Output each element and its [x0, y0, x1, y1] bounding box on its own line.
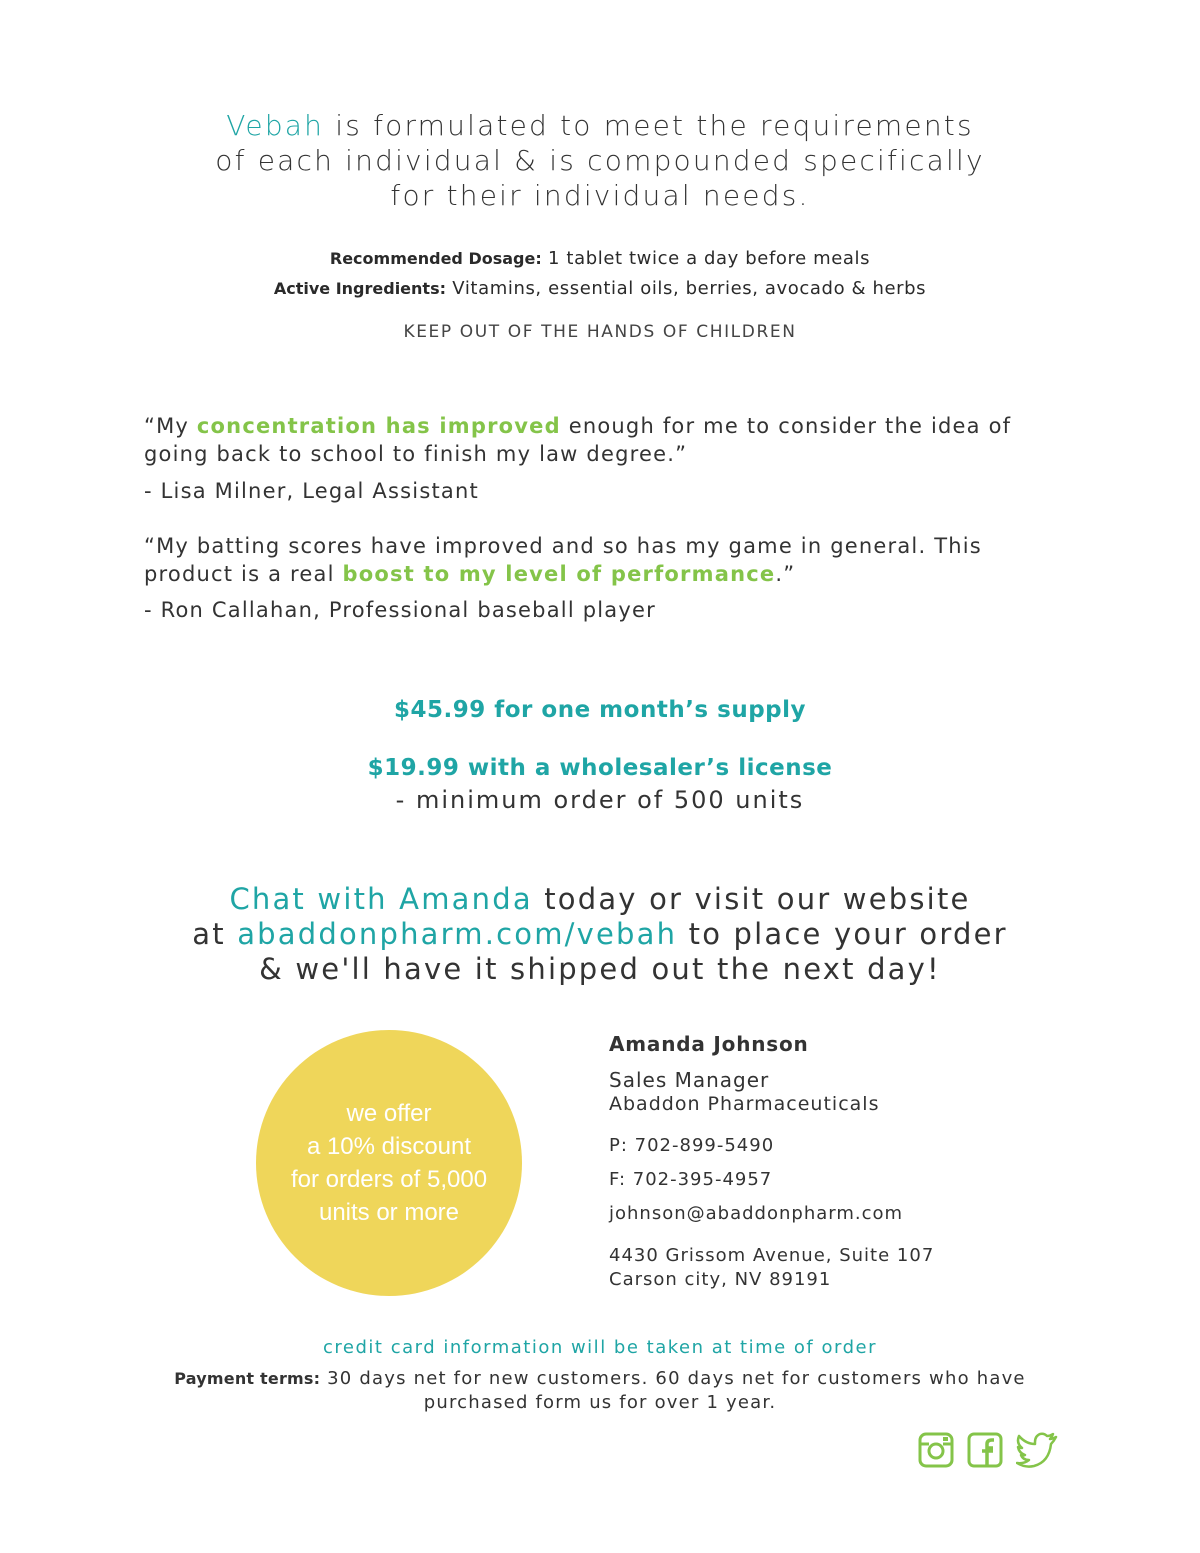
brand-name: Vebah	[226, 109, 325, 142]
twitter-icon[interactable]	[1016, 1432, 1058, 1468]
contact-fax: F: 702-395-4957	[609, 1169, 773, 1190]
cta-line-3: & we'll have it shipped out the next day!	[259, 952, 941, 986]
testimonial-quote: “My batting scores have improved and so has my game in general. This product is a real boost to my level of performance.”	[144, 534, 982, 586]
ingredients-value: Vitamins, essential oils, berries, avocado & herbs	[445, 278, 927, 299]
contact-phone[interactable]: P: 702-899-5490	[609, 1135, 775, 1156]
product-details	[0, 244, 1200, 304]
ingredients-label: Active Ingredients:	[273, 279, 446, 298]
contact-name: Amanda Johnson	[609, 1032, 809, 1056]
quote-highlight: boost to my level of performance	[342, 562, 776, 586]
quote-highlight: concentration has improved	[196, 414, 561, 438]
dosage-label: Recommended Dosage:	[329, 249, 542, 268]
discount-badge	[256, 1030, 522, 1296]
credit-card-note: credit card information will be taken at time of order	[323, 1337, 877, 1358]
contact-address-line-1: 4430 Grissom Avenue, Suite 107	[609, 1245, 935, 1266]
chat-link[interactable]: Chat with Amanda	[229, 882, 533, 916]
payment-terms-label: Payment terms:	[174, 1369, 321, 1388]
website-link[interactable]: abaddonpharm.com/vebah	[237, 917, 678, 951]
discount-text: we offer a 10% discount for orders of 5,000 units or more	[290, 1100, 488, 1226]
ingredients-row	[0, 274, 1200, 304]
call-to-action	[0, 882, 1200, 987]
intro-line-2: of each individual & is compounded specifically	[215, 144, 985, 177]
contact-title: Sales Manager	[609, 1068, 770, 1092]
cta-line-1: Chat with Amanda today or visit our website	[229, 882, 971, 916]
testimonial-quote: “My concentration has improved enough for me to consider the idea of going back to school to finish my law degree.”	[144, 414, 1012, 466]
payment-terms-text: 30 days net for new customers. 60 days net for customers who have purchased form us for over 1 year.	[320, 1368, 1026, 1413]
dosage-row	[0, 244, 1200, 274]
payment-terms	[150, 1367, 1050, 1415]
testimonial-author: - Lisa Milner, Legal Assistant	[144, 479, 479, 503]
monthly-price: $45.99 for one month’s supply	[393, 697, 806, 723]
minimum-order: - minimum order of 500 units	[395, 786, 805, 814]
contact-email[interactable]: johnson@abaddonpharm.com	[609, 1203, 904, 1224]
intro-statement	[0, 108, 1200, 213]
contact-company: Abaddon Pharmaceuticals	[609, 1093, 880, 1115]
wholesale-price: $19.99 with a wholesaler’s license	[367, 755, 833, 781]
facebook-icon[interactable]	[967, 1432, 1003, 1468]
testimonial-author: - Ron Callahan, Professional baseball player	[144, 598, 656, 622]
intro-line-3: for their individual needs.	[390, 179, 810, 212]
instagram-icon[interactable]	[918, 1432, 954, 1468]
dosage-value: 1 tablet twice a day before meals	[541, 248, 871, 269]
contact-address-line-2: Carson city, NV 89191	[609, 1269, 832, 1290]
cta-line-2: at abaddonpharm.com/vebah to place your order	[192, 917, 1008, 951]
child-warning: KEEP OUT OF THE HANDS OF CHILDREN	[403, 322, 797, 342]
intro-line-1: Vebah is formulated to meet the requirements	[226, 109, 974, 142]
